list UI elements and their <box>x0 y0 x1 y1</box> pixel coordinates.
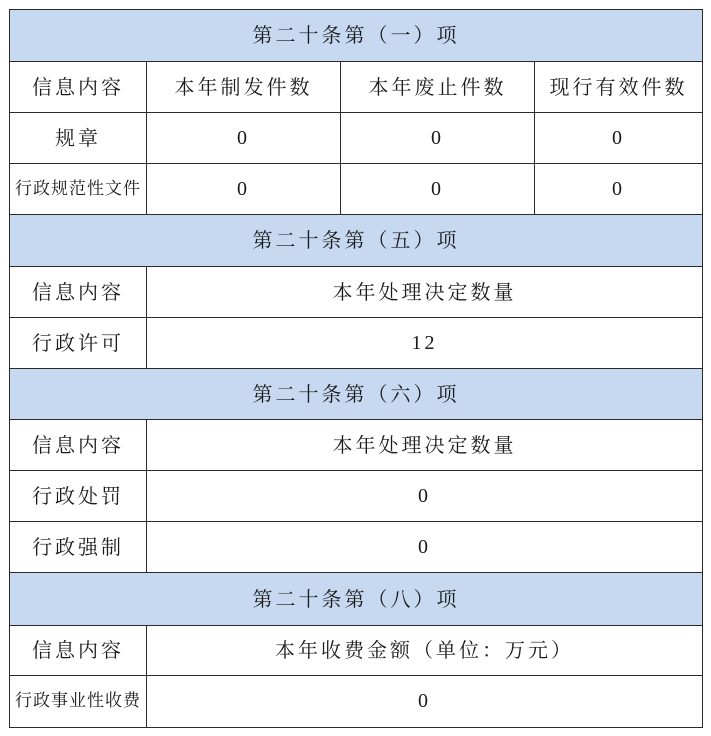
row-label: 行政处罚 <box>10 471 147 522</box>
table-row <box>10 676 703 728</box>
column-header: 信息内容 <box>10 420 147 471</box>
column-header: 信息内容 <box>10 62 147 113</box>
section-heading: 第二十条第（一）项 <box>10 10 703 62</box>
column-header: 现行有效件数 <box>535 62 703 113</box>
table-row <box>10 471 703 522</box>
table-row <box>10 164 703 215</box>
column-header: 本年收费金额（单位：万元） <box>147 626 703 676</box>
row-label: 行政事业性收费 <box>10 676 147 728</box>
column-header-row <box>10 626 703 676</box>
column-header: 信息内容 <box>10 626 147 676</box>
row-label: 行政规范性文件 <box>10 164 147 215</box>
section-header-row <box>10 573 703 626</box>
cell-value: 12 <box>147 318 703 369</box>
column-header: 本年处理决定数量 <box>147 420 703 471</box>
cell-value: 0 <box>535 113 703 164</box>
row-label: 行政强制 <box>10 522 147 573</box>
column-header-row <box>10 420 703 471</box>
section-header-row <box>10 215 703 267</box>
section-header-row <box>10 369 703 420</box>
section-heading: 第二十条第（五）项 <box>10 215 703 267</box>
column-header: 信息内容 <box>10 267 147 318</box>
row-label: 规章 <box>10 113 147 164</box>
table-row <box>10 522 703 573</box>
column-header-row <box>10 62 703 113</box>
cell-value: 0 <box>147 471 703 522</box>
cell-value: 0 <box>535 164 703 215</box>
table-row <box>10 113 703 164</box>
column-header-row <box>10 267 703 318</box>
cell-value: 0 <box>147 676 703 728</box>
column-header: 本年制发件数 <box>147 62 341 113</box>
cell-value: 0 <box>341 113 535 164</box>
disclosure-table <box>9 9 703 728</box>
table-row <box>10 318 703 369</box>
row-label: 行政许可 <box>10 318 147 369</box>
section-header-row <box>10 10 703 62</box>
section-heading: 第二十条第（八）项 <box>10 573 703 626</box>
cell-value: 0 <box>147 113 341 164</box>
cell-value: 0 <box>147 164 341 215</box>
section-heading: 第二十条第（六）项 <box>10 369 703 420</box>
cell-value: 0 <box>341 164 535 215</box>
column-header: 本年处理决定数量 <box>147 267 703 318</box>
column-header: 本年废止件数 <box>341 62 535 113</box>
cell-value: 0 <box>147 522 703 573</box>
